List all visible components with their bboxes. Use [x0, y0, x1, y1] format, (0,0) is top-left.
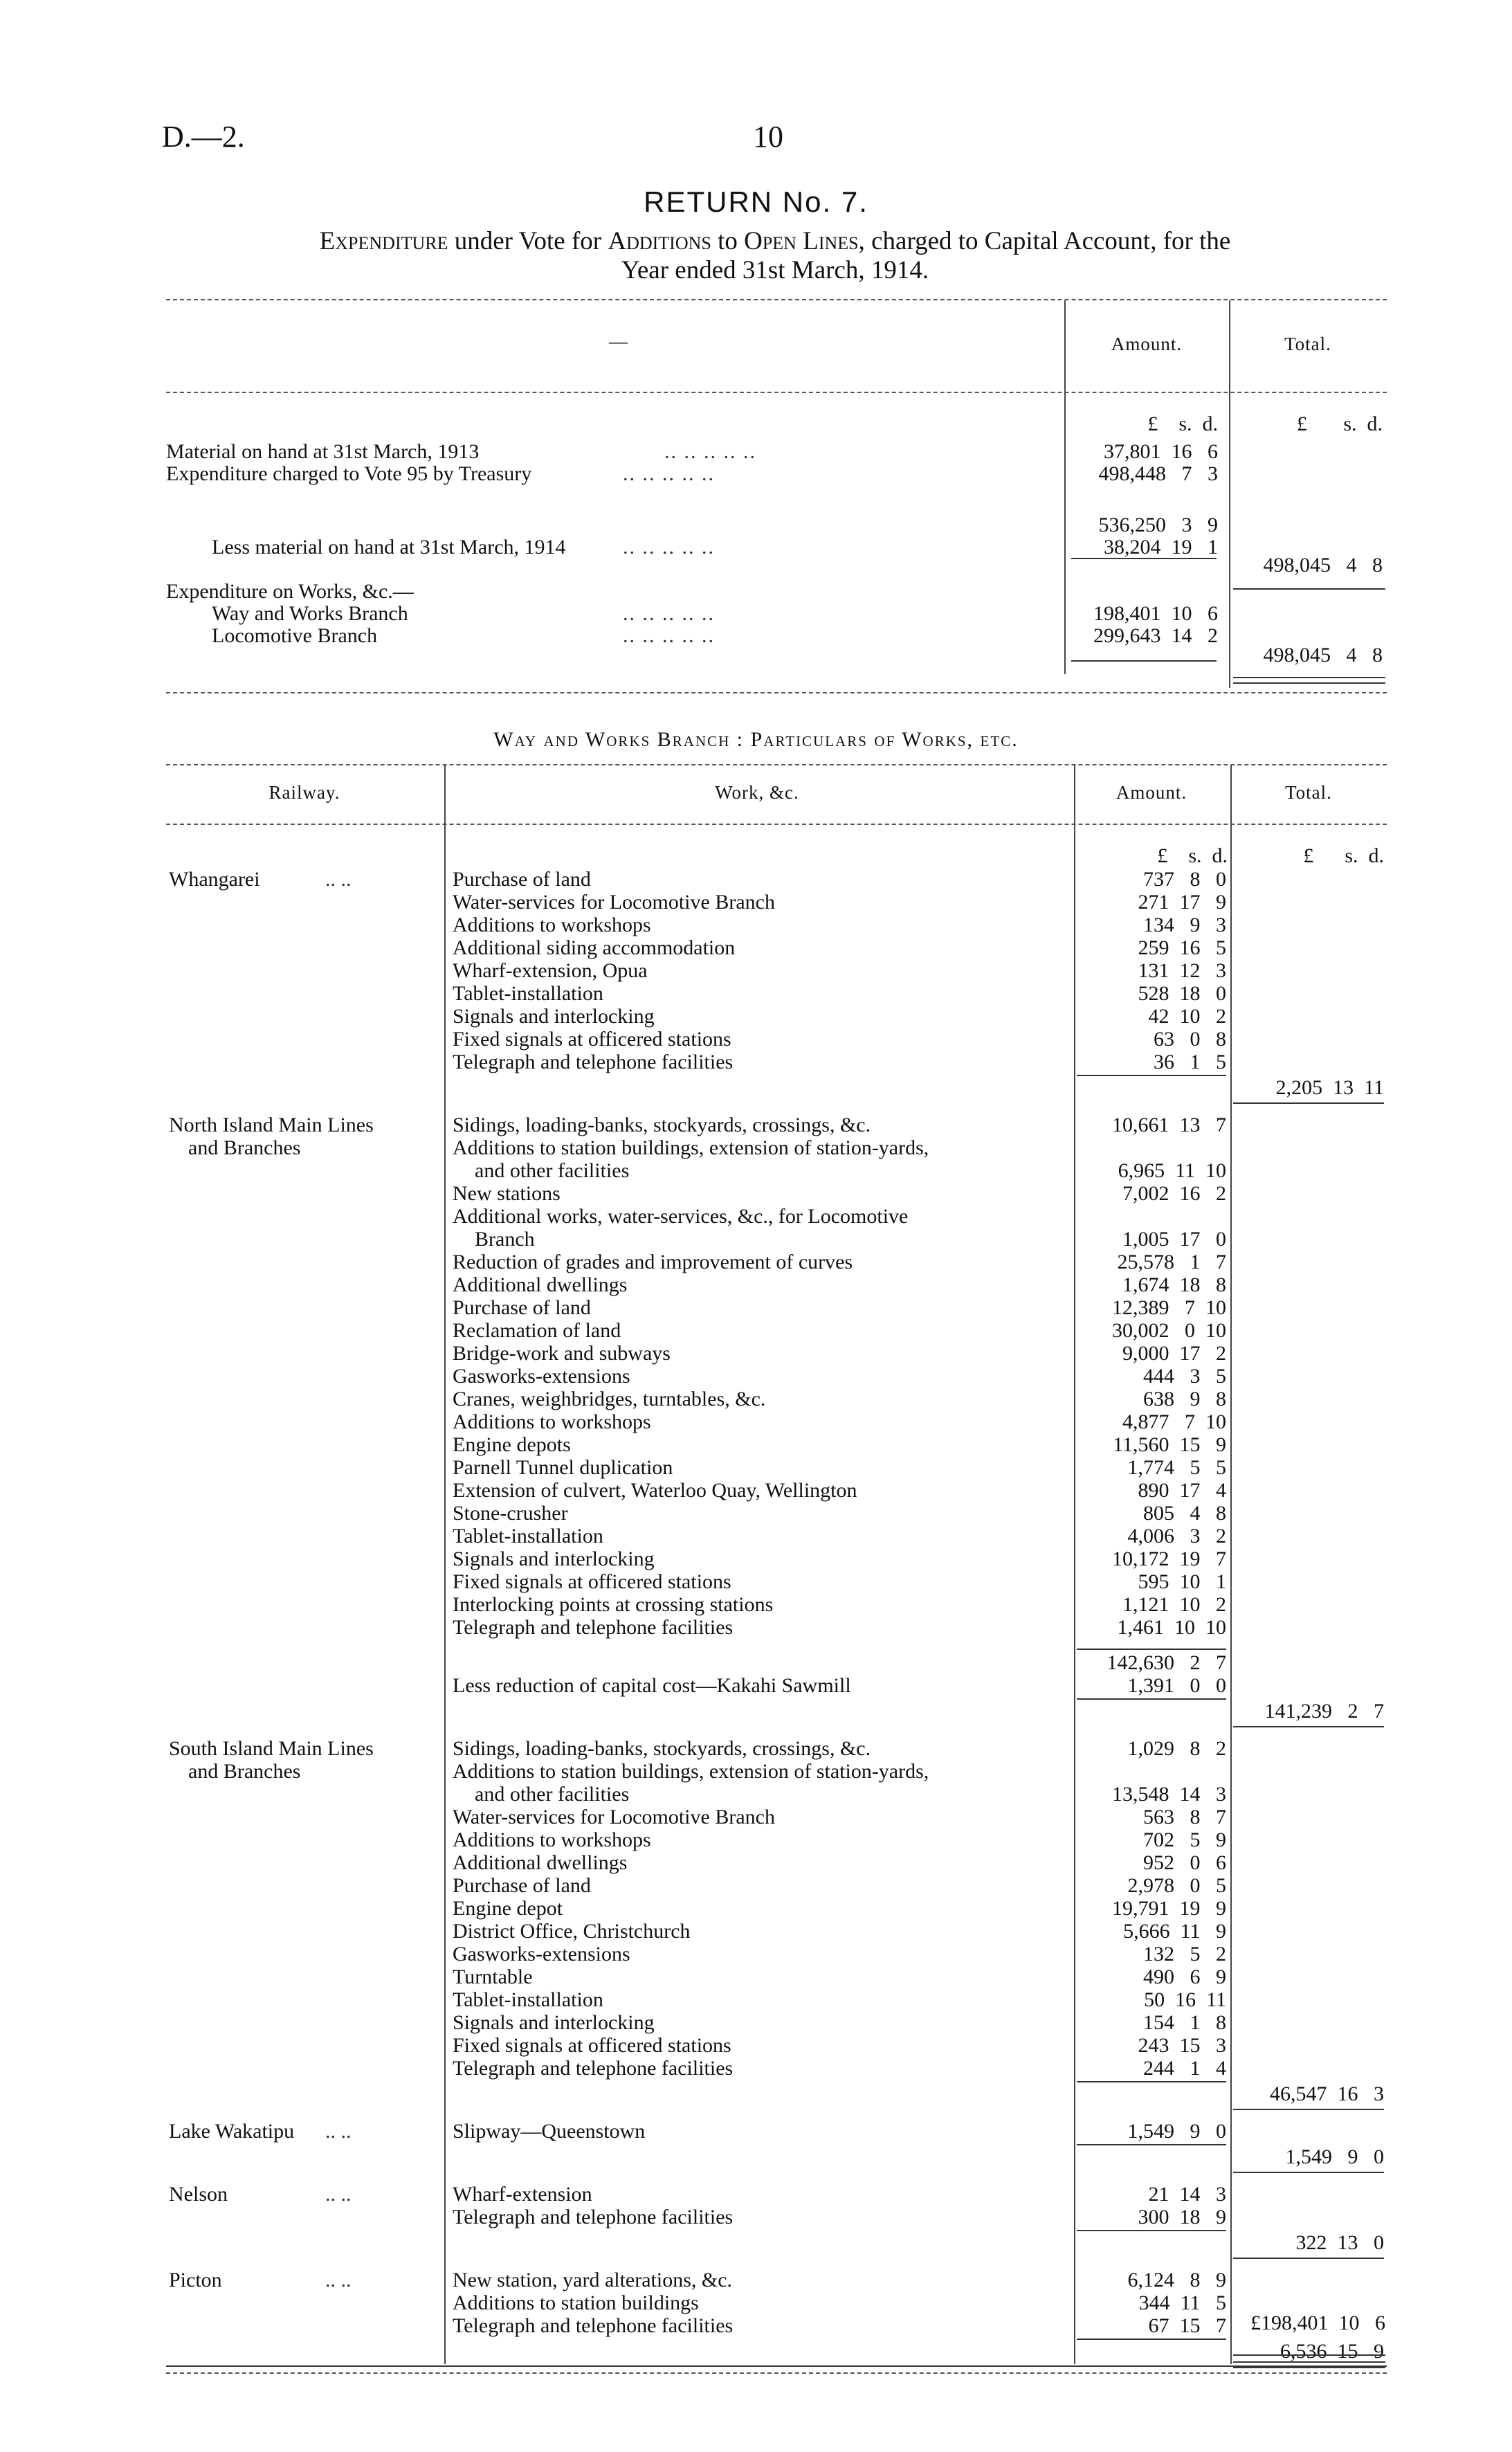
- group-total: 2,205 13 11: [1275, 1076, 1384, 1099]
- work-item: Tablet-installation: [453, 982, 603, 1005]
- work-item: New station, yard alterations, &c.: [453, 2269, 733, 2291]
- particulars-units-amount: £ s. d.: [1157, 844, 1228, 867]
- document-code: D.—2.: [162, 120, 245, 154]
- subtitle-part: Expenditure: [319, 227, 448, 255]
- work-item: Signals and interlocking: [453, 1005, 655, 1028]
- work-item: Fixed signals at officered stations: [453, 1570, 731, 1593]
- subtotal-rule: [1077, 1649, 1226, 1650]
- work-amount: 638 9 8: [1143, 1388, 1226, 1410]
- work-item: Fixed signals at officered stations: [453, 2034, 731, 2057]
- summary-row-label: Expenditure on Works, &c.—: [166, 580, 414, 603]
- work-amount: 1,549 9 0: [1127, 2120, 1226, 2143]
- work-item: Wharf-extension, Opua: [453, 959, 648, 982]
- dot-leader: .. ..: [325, 2120, 352, 2143]
- work-item: Additions to station buildings: [453, 2291, 699, 2314]
- work-item: Additions to workshops: [453, 1828, 651, 1851]
- work-item: Additions to station buildings, extension of station-yards,: [453, 1760, 929, 1783]
- work-item: Interlocking points at crossing stations: [453, 1593, 774, 1616]
- summary-top-rule: [166, 299, 1387, 300]
- dot-leader: .. .. .. .. ..: [623, 624, 715, 647]
- particulars-bottom-rule-2: [166, 2372, 1387, 2374]
- group-total-rule: [1233, 1726, 1384, 1727]
- grand-total-double-a: [1233, 2361, 1385, 2363]
- work-amount: 4,877 7 10: [1122, 1410, 1226, 1433]
- work-item: Branch: [475, 1228, 535, 1251]
- work-amount: 1,774 5 5: [1127, 1456, 1226, 1479]
- work-amount: 63 0 8: [1154, 1028, 1226, 1051]
- work-item: Sidings, loading-banks, stockyards, crossings, &c.: [453, 1114, 871, 1136]
- work-amount: 6,965 11 10: [1118, 1159, 1226, 1182]
- work-amount: 737 8 0: [1143, 868, 1226, 891]
- particulars-col-total: Total.: [1285, 782, 1332, 803]
- summary-row-amount: 37,801 16 6: [1104, 440, 1218, 463]
- group-total-rule: [1233, 2258, 1384, 2259]
- work-amount: 42 10 2: [1148, 1005, 1226, 1028]
- work-item: Engine depots: [453, 1433, 571, 1456]
- railway-name: Nelson: [169, 2183, 228, 2206]
- particulars-col-amount: Amount.: [1115, 782, 1187, 803]
- work-item: Additional dwellings: [453, 1273, 628, 1296]
- summary-col-dash: —: [609, 331, 628, 352]
- work-item: District Office, Christchurch: [453, 1920, 691, 1943]
- work-amount: 259 16 5: [1138, 936, 1226, 959]
- dot-leader: .. ..: [325, 2183, 352, 2206]
- work-item: Sidings, loading-banks, stockyards, crossings, &c.: [453, 1737, 871, 1760]
- work-amount: 4,006 3 2: [1127, 1525, 1226, 1547]
- summary-units-amount: £ s. d.: [1147, 412, 1218, 435]
- railway-name: and Branches: [188, 1136, 301, 1159]
- work-item: Reclamation of land: [453, 1319, 621, 1342]
- work-amount: 595 10 1: [1138, 1570, 1226, 1593]
- summary-rule-1: [1071, 558, 1217, 559]
- group-total: 141,239 2 7: [1264, 1700, 1384, 1723]
- summary-row-amount: 38,204 19 1: [1104, 536, 1218, 558]
- dot-leader: .. ..: [325, 868, 352, 891]
- work-item: Wharf-extension: [453, 2183, 592, 2206]
- dot-leader: .. .. .. .. ..: [664, 440, 756, 463]
- summary-row-amount: 536,250 3 9: [1098, 514, 1218, 536]
- return-subtitle: [166, 227, 1384, 285]
- work-item: Stone-crusher: [453, 1502, 568, 1525]
- work-amount: 10,661 13 7: [1112, 1114, 1226, 1136]
- work-amount: 528 18 0: [1138, 982, 1226, 1005]
- work-item: Water-services for Locomotive Branch: [453, 891, 775, 914]
- work-amount: 244 1 4: [1143, 2057, 1226, 2080]
- group-amount-rule: [1077, 2339, 1226, 2340]
- less-label: Less reduction of capital cost—Kakahi Sawmill: [453, 1674, 851, 1697]
- work-item: Additions to workshops: [453, 1410, 651, 1433]
- group-amount-rule: [1077, 1075, 1226, 1076]
- work-amount: 444 3 5: [1143, 1365, 1226, 1388]
- work-amount: 134 9 3: [1143, 914, 1226, 936]
- work-amount: 1,029 8 2: [1127, 1737, 1226, 1760]
- work-item: and other facilities: [475, 1159, 630, 1182]
- work-item: Slipway—Queenstown: [453, 2120, 646, 2143]
- work-item: Telegraph and telephone facilities: [453, 2057, 734, 2080]
- summary-bottom-rule: [166, 692, 1387, 693]
- work-amount: 50 16 11: [1144, 1988, 1226, 2011]
- work-item: Tablet-installation: [453, 1988, 603, 2011]
- particulars-title: Way and Works Branch : Particulars of Works, etc.: [493, 728, 1019, 751]
- less-amount: 1,391 0 0: [1127, 1674, 1226, 1697]
- work-amount: 952 0 6: [1143, 1851, 1226, 1874]
- particulars-col-railway: Railway.: [268, 782, 340, 803]
- grand-total-value: £198,401 10 6: [1250, 2312, 1385, 2334]
- work-item: Purchase of land: [453, 1296, 591, 1319]
- work-item: Additions to station buildings, extension of station-yards,: [453, 1136, 929, 1159]
- work-item: Telegraph and telephone facilities: [453, 2206, 734, 2228]
- subtitle-line-2: Year ended 31st March, 1914.: [621, 256, 929, 284]
- work-item: Telegraph and telephone facilities: [453, 2314, 734, 2337]
- work-item: Gasworks-extensions: [453, 1943, 630, 1965]
- work-amount: 36 1 5: [1154, 1051, 1226, 1073]
- summary-col-total: Total.: [1284, 334, 1331, 354]
- work-item: Tablet-installation: [453, 1525, 603, 1547]
- subtitle-part: to: [711, 227, 745, 255]
- work-item: New stations: [453, 1182, 561, 1205]
- work-amount: 890 17 4: [1138, 1479, 1226, 1502]
- work-item: Additional siding accommodation: [453, 936, 736, 959]
- grand-total-rule-a: [1233, 2354, 1385, 2356]
- work-amount: 702 5 9: [1143, 1828, 1226, 1851]
- particulars-units-total: £ s. d.: [1303, 844, 1384, 867]
- group-total: 1,549 9 0: [1285, 2145, 1384, 2168]
- summary-row-label: Less material on hand at 31st March, 1914: [212, 536, 566, 558]
- group-amount-rule: [1077, 2230, 1226, 2231]
- subtitle-part: under Vote for: [448, 227, 608, 255]
- work-item: Water-services for Locomotive Branch: [453, 1806, 775, 1828]
- group-amount-rule: [1077, 2144, 1226, 2145]
- group-amount-rule: [1077, 1698, 1226, 1700]
- work-amount: 243 15 3: [1138, 2034, 1226, 2057]
- summary-row-total: 498,045 4 8: [1263, 644, 1383, 666]
- work-amount: 12,389 7 10: [1112, 1296, 1226, 1319]
- group-total-rule: [1233, 2109, 1384, 2110]
- particulars-total-divider: [1230, 765, 1232, 2364]
- subtitle-part: , charged to Capital Account, for the: [858, 227, 1231, 255]
- work-amount: 13,548 14 3: [1112, 1783, 1226, 1806]
- subtotal-amount: 142,630 2 7: [1106, 1651, 1226, 1674]
- group-total: 6,536 15 9: [1280, 2340, 1384, 2363]
- work-item: Cranes, weighbridges, turntables, &c.: [453, 1388, 766, 1410]
- work-amount: 9,000 17 2: [1122, 1342, 1226, 1365]
- work-amount: 21 14 3: [1148, 2183, 1226, 2206]
- railway-name: North Island Main Lines: [169, 1114, 374, 1136]
- summary-row-label: Locomotive Branch: [212, 624, 378, 647]
- particulars-top-rule: [166, 764, 1387, 765]
- work-amount: 67 15 7: [1148, 2314, 1226, 2337]
- page-number: 10: [753, 120, 783, 154]
- summary-double-rule-a: [1233, 677, 1385, 678]
- work-amount: 271 17 9: [1138, 891, 1226, 914]
- summary-row-amount: 299,643 14 2: [1093, 624, 1218, 647]
- work-item: Extension of culvert, Waterloo Quay, Wellington: [453, 1479, 857, 1502]
- work-item: Bridge-work and subways: [453, 1342, 671, 1365]
- work-amount: 30,002 0 10: [1112, 1319, 1226, 1342]
- dot-leader: .. .. .. .. ..: [623, 536, 715, 558]
- work-amount: 19,791 19 9: [1112, 1897, 1226, 1920]
- summary-header-rule: [166, 392, 1387, 393]
- summary-row-amount: 198,401 10 6: [1093, 602, 1218, 625]
- summary-row-label: Expenditure charged to Vote 95 by Treasury: [166, 462, 532, 485]
- summary-row-label: Way and Works Branch: [212, 602, 408, 625]
- work-amount: 563 8 7: [1143, 1806, 1226, 1828]
- work-amount: 805 4 8: [1143, 1502, 1226, 1525]
- work-amount: 1,674 18 8: [1122, 1273, 1226, 1296]
- particulars-header-rule: [166, 824, 1387, 825]
- work-item: Purchase of land: [453, 1874, 591, 1897]
- work-item: Additional works, water-services, &c., for Locomotive: [453, 1205, 909, 1228]
- summary-row-label: Material on hand at 31st March, 1913: [166, 440, 480, 463]
- work-item: Signals and interlocking: [453, 1547, 655, 1570]
- subtitle-part: Open Lines: [744, 227, 859, 255]
- work-item: Reduction of grades and improvement of curves: [453, 1251, 853, 1273]
- work-item: Additional dwellings: [453, 1851, 628, 1874]
- railway-name: South Island Main Lines: [169, 1737, 374, 1760]
- work-item: and other facilities: [475, 1783, 630, 1806]
- work-item: Signals and interlocking: [453, 2011, 655, 2034]
- work-amount: 25,578 1 7: [1117, 1251, 1226, 1273]
- group-amount-rule: [1077, 2081, 1226, 2082]
- work-amount: 344 11 5: [1138, 2291, 1226, 2314]
- work-amount: 132 5 2: [1143, 1943, 1226, 1965]
- railway-name: Lake Wakatipu: [169, 2120, 295, 2143]
- grand-total-double-b: [1233, 2367, 1385, 2368]
- railway-name: and Branches: [188, 1760, 301, 1783]
- work-item: Telegraph and telephone facilities: [453, 1616, 734, 1639]
- particulars-bottom-rule: [166, 2365, 1387, 2367]
- dot-leader: .. ..: [325, 2269, 352, 2291]
- work-amount: 1,461 10 10: [1117, 1616, 1226, 1639]
- work-amount: 6,124 8 9: [1127, 2269, 1226, 2291]
- dot-leader: .. .. .. .. ..: [623, 602, 715, 625]
- work-item: Purchase of land: [453, 868, 591, 891]
- summary-row-amount: 498,448 7 3: [1098, 462, 1218, 485]
- dot-leader: .. .. .. .. ..: [623, 462, 715, 485]
- railway-name: Picton: [169, 2269, 222, 2291]
- work-amount: 5,666 11 9: [1123, 1920, 1226, 1943]
- work-amount: 2,978 0 5: [1127, 1874, 1226, 1897]
- return-title: RETURN No. 7.: [644, 185, 868, 218]
- work-item: Parnell Tunnel duplication: [453, 1456, 673, 1479]
- particulars-col-work: Work, &c.: [715, 782, 799, 803]
- work-item: Additions to workshops: [453, 914, 651, 936]
- particulars-railway-divider: [444, 765, 446, 2364]
- work-amount: 131 12 3: [1138, 959, 1226, 982]
- group-total: 46,547 16 3: [1270, 2082, 1384, 2105]
- work-amount: 11,560 15 9: [1113, 1433, 1226, 1456]
- railway-name: Whangarei: [169, 868, 260, 891]
- summary-rule-3: [1071, 660, 1217, 662]
- work-amount: 154 1 8: [1143, 2011, 1226, 2034]
- work-item: Telegraph and telephone facilities: [453, 1051, 734, 1073]
- work-amount: 1,005 17 0: [1122, 1228, 1226, 1251]
- group-total-rule: [1233, 1102, 1384, 1104]
- group-total-rule: [1233, 2172, 1384, 2173]
- work-amount: 490 6 9: [1143, 1965, 1226, 1988]
- summary-units-total: £ s. d.: [1296, 412, 1383, 435]
- work-amount: 10,172 19 7: [1112, 1547, 1226, 1570]
- summary-total-divider: [1229, 300, 1230, 688]
- summary-double-rule-b: [1233, 682, 1385, 684]
- work-amount: 1,121 10 2: [1122, 1593, 1226, 1616]
- subtitle-part: Additions: [608, 227, 711, 255]
- group-total: 322 13 0: [1295, 2231, 1384, 2254]
- work-amount: 7,002 16 2: [1122, 1182, 1226, 1205]
- work-amount: 300 18 9: [1138, 2206, 1226, 2228]
- work-item: Fixed signals at officered stations: [453, 1028, 731, 1051]
- work-item: Turntable: [453, 1965, 533, 1988]
- summary-col-amount: Amount.: [1111, 334, 1183, 354]
- work-item: Gasworks-extensions: [453, 1365, 630, 1388]
- summary-rule-2: [1233, 588, 1385, 590]
- summary-row-total: 498,045 4 8: [1263, 554, 1383, 576]
- work-item: Engine depot: [453, 1897, 563, 1920]
